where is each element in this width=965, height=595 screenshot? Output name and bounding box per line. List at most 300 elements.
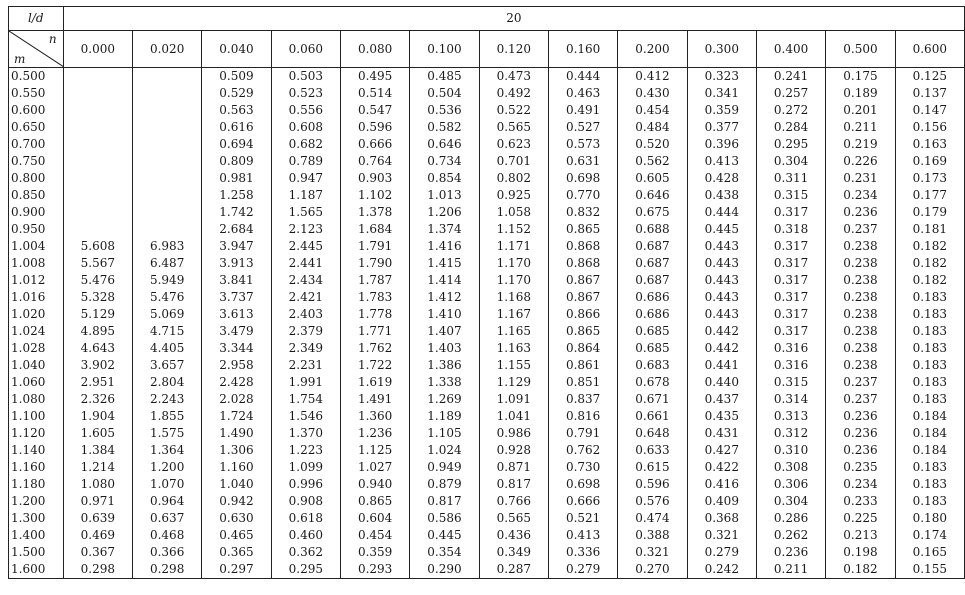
table-cell: 1.490 — [202, 425, 271, 442]
table-body — [9, 68, 965, 579]
table-cell: 0.175 — [826, 68, 895, 86]
table-cell: 1.152 — [479, 221, 548, 238]
table-cell: 0.444 — [687, 204, 756, 221]
m-value: 1.140 — [9, 442, 64, 459]
table-cell — [132, 221, 201, 238]
table-cell: 0.556 — [271, 102, 340, 119]
table-row — [9, 510, 965, 527]
table-cell: 1.378 — [340, 204, 409, 221]
table-cell: 3.479 — [202, 323, 271, 340]
m-value: 1.180 — [9, 476, 64, 493]
table-cell: 1.415 — [410, 255, 479, 272]
table-cell: 3.841 — [202, 272, 271, 289]
table-cell: 0.468 — [132, 527, 201, 544]
table-cell: 0.949 — [410, 459, 479, 476]
table-cell: 0.235 — [826, 459, 895, 476]
table-cell: 0.238 — [826, 272, 895, 289]
table-cell: 1.223 — [271, 442, 340, 459]
table-cell: 0.179 — [895, 204, 964, 221]
table-cell: 0.866 — [548, 306, 617, 323]
table-row — [9, 442, 965, 459]
table-cell: 0.460 — [271, 527, 340, 544]
table-cell: 0.298 — [63, 561, 132, 579]
table-cell: 0.156 — [895, 119, 964, 136]
table-cell: 2.445 — [271, 238, 340, 255]
table-cell: 0.573 — [548, 136, 617, 153]
table-cell: 0.316 — [756, 340, 825, 357]
m-value: 1.200 — [9, 493, 64, 510]
table-cell: 0.646 — [618, 187, 687, 204]
table-cell: 0.183 — [895, 323, 964, 340]
table-cell: 0.661 — [618, 408, 687, 425]
table-cell: 2.231 — [271, 357, 340, 374]
table-cell — [132, 153, 201, 170]
table-cell: 1.407 — [410, 323, 479, 340]
table-cell: 0.615 — [618, 459, 687, 476]
table-cell: 0.237 — [826, 221, 895, 238]
table-cell: 0.465 — [202, 527, 271, 544]
table-cell: 0.359 — [340, 544, 409, 561]
m-value: 1.040 — [9, 357, 64, 374]
n-header: 0.040 — [202, 31, 271, 68]
table-cell: 0.270 — [618, 561, 687, 579]
table-cell: 1.742 — [202, 204, 271, 221]
table-cell: 1.565 — [271, 204, 340, 221]
table-cell: 0.440 — [687, 374, 756, 391]
table-cell: 0.409 — [687, 493, 756, 510]
table-cell: 0.639 — [63, 510, 132, 527]
table-cell: 0.422 — [687, 459, 756, 476]
table-cell: 0.791 — [548, 425, 617, 442]
table-cell: 0.687 — [618, 255, 687, 272]
table-cell: 0.183 — [895, 459, 964, 476]
table-cell: 0.226 — [826, 153, 895, 170]
table-cell: 0.682 — [271, 136, 340, 153]
table-cell: 1.412 — [410, 289, 479, 306]
table-cell: 0.155 — [895, 561, 964, 579]
m-value: 0.600 — [9, 102, 64, 119]
table-cell: 0.646 — [410, 136, 479, 153]
table-cell: 0.694 — [202, 136, 271, 153]
table-cell: 5.328 — [63, 289, 132, 306]
table-cell — [132, 102, 201, 119]
coefficient-table — [8, 6, 965, 579]
n-header: 0.600 — [895, 31, 964, 68]
table-cell: 0.219 — [826, 136, 895, 153]
m-value: 0.900 — [9, 204, 64, 221]
table-cell: 1.102 — [340, 187, 409, 204]
table-cell: 0.514 — [340, 85, 409, 102]
table-cell: 0.908 — [271, 493, 340, 510]
table-cell: 0.286 — [756, 510, 825, 527]
table-cell: 5.608 — [63, 238, 132, 255]
table-cell: 0.928 — [479, 442, 548, 459]
table-cell: 0.137 — [895, 85, 964, 102]
table-cell: 0.596 — [340, 119, 409, 136]
table-cell: 0.686 — [618, 289, 687, 306]
n-header: 0.020 — [132, 31, 201, 68]
table-cell: 0.354 — [410, 544, 479, 561]
n-header: 0.080 — [340, 31, 409, 68]
corner-cell — [9, 31, 64, 68]
table-cell: 0.520 — [618, 136, 687, 153]
m-value: 1.160 — [9, 459, 64, 476]
table-cell: 0.316 — [756, 357, 825, 374]
table-cell: 0.317 — [756, 238, 825, 255]
table-cell: 1.403 — [410, 340, 479, 357]
table-cell: 0.183 — [895, 357, 964, 374]
table-cell: 0.236 — [826, 425, 895, 442]
table-cell: 0.182 — [895, 272, 964, 289]
table-row — [9, 459, 965, 476]
m-value: 1.008 — [9, 255, 64, 272]
table-cell: 0.734 — [410, 153, 479, 170]
table-row — [9, 323, 965, 340]
table-cell: 0.279 — [548, 561, 617, 579]
table-cell: 0.879 — [410, 476, 479, 493]
table-cell: 1.605 — [63, 425, 132, 442]
table-cell: 1.306 — [202, 442, 271, 459]
table-cell: 2.326 — [63, 391, 132, 408]
table-cell: 1.024 — [410, 442, 479, 459]
table-cell: 0.678 — [618, 374, 687, 391]
table-row — [9, 425, 965, 442]
table-cell: 0.293 — [340, 561, 409, 579]
table-cell: 0.964 — [132, 493, 201, 510]
table-cell: 1.160 — [202, 459, 271, 476]
table-cell: 0.318 — [756, 221, 825, 238]
table-cell: 0.685 — [618, 340, 687, 357]
table-row — [9, 391, 965, 408]
table-cell: 0.234 — [826, 476, 895, 493]
m-value: 1.016 — [9, 289, 64, 306]
table-cell: 2.349 — [271, 340, 340, 357]
table-cell: 0.576 — [618, 493, 687, 510]
table-cell: 0.238 — [826, 323, 895, 340]
table-cell: 1.364 — [132, 442, 201, 459]
header-row-n — [9, 31, 965, 68]
table-cell: 0.321 — [687, 527, 756, 544]
table-cell: 1.171 — [479, 238, 548, 255]
table-cell: 0.527 — [548, 119, 617, 136]
table-cell: 0.284 — [756, 119, 825, 136]
table-cell: 0.648 — [618, 425, 687, 442]
table-cell: 0.443 — [687, 255, 756, 272]
table-cell: 1.778 — [340, 306, 409, 323]
table-cell: 0.817 — [479, 476, 548, 493]
table-cell: 0.903 — [340, 170, 409, 187]
table-cell: 2.243 — [132, 391, 201, 408]
table-cell: 0.213 — [826, 527, 895, 544]
m-value: 0.700 — [9, 136, 64, 153]
table-cell: 0.443 — [687, 289, 756, 306]
m-value: 1.060 — [9, 374, 64, 391]
table-cell: 0.947 — [271, 170, 340, 187]
table-cell: 0.306 — [756, 476, 825, 493]
table-cell: 0.770 — [548, 187, 617, 204]
table-cell: 4.643 — [63, 340, 132, 357]
table-cell: 0.359 — [687, 102, 756, 119]
table-cell: 0.295 — [271, 561, 340, 579]
table-cell: 0.536 — [410, 102, 479, 119]
m-value: 1.080 — [9, 391, 64, 408]
table-cell: 0.981 — [202, 170, 271, 187]
table-cell: 2.028 — [202, 391, 271, 408]
table-cell: 1.189 — [410, 408, 479, 425]
table-cell: 0.491 — [548, 102, 617, 119]
table-cell: 0.523 — [271, 85, 340, 102]
table-container — [8, 6, 965, 579]
table-cell: 2.123 — [271, 221, 340, 238]
table-cell: 0.165 — [895, 544, 964, 561]
table-cell: 1.200 — [132, 459, 201, 476]
table-cell: 0.443 — [687, 238, 756, 255]
table-cell: 0.630 — [202, 510, 271, 527]
table-cell: 0.503 — [271, 68, 340, 86]
table-cell: 0.605 — [618, 170, 687, 187]
table-cell: 0.367 — [63, 544, 132, 561]
table-cell — [132, 119, 201, 136]
table-cell — [132, 136, 201, 153]
table-cell: 1.855 — [132, 408, 201, 425]
table-row — [9, 544, 965, 561]
table-cell: 1.787 — [340, 272, 409, 289]
table-row — [9, 493, 965, 510]
table-row — [9, 289, 965, 306]
table-cell: 0.865 — [548, 323, 617, 340]
table-cell: 0.125 — [895, 68, 964, 86]
table-cell: 1.414 — [410, 272, 479, 289]
m-value: 1.400 — [9, 527, 64, 544]
table-cell: 0.238 — [826, 357, 895, 374]
table-cell: 0.182 — [826, 561, 895, 579]
table-cell: 3.913 — [202, 255, 271, 272]
m-value: 1.012 — [9, 272, 64, 289]
table-cell: 0.365 — [202, 544, 271, 561]
table-cell: 0.183 — [895, 391, 964, 408]
table-cell: 1.546 — [271, 408, 340, 425]
table-cell: 0.236 — [826, 408, 895, 425]
table-cell: 0.236 — [756, 544, 825, 561]
table-row — [9, 85, 965, 102]
table-cell: 4.715 — [132, 323, 201, 340]
table-cell: 0.687 — [618, 272, 687, 289]
table-cell: 0.366 — [132, 544, 201, 561]
table-cell: 0.608 — [271, 119, 340, 136]
table-cell: 0.441 — [687, 357, 756, 374]
table-cell: 3.947 — [202, 238, 271, 255]
table-cell: 1.040 — [202, 476, 271, 493]
table-cell: 0.809 — [202, 153, 271, 170]
m-value: 1.020 — [9, 306, 64, 323]
table-cell — [132, 170, 201, 187]
table-cell: 0.315 — [756, 187, 825, 204]
table-cell: 0.442 — [687, 340, 756, 357]
table-cell: 0.701 — [479, 153, 548, 170]
table-cell: 0.431 — [687, 425, 756, 442]
header-row-ld — [9, 7, 965, 31]
table-cell: 0.685 — [618, 323, 687, 340]
table-cell: 1.269 — [410, 391, 479, 408]
table-cell: 0.485 — [410, 68, 479, 86]
table-cell: 0.317 — [756, 204, 825, 221]
table-cell: 1.790 — [340, 255, 409, 272]
table-cell: 0.234 — [826, 187, 895, 204]
table-cell: 0.189 — [826, 85, 895, 102]
n-header: 0.060 — [271, 31, 340, 68]
n-header: 0.200 — [618, 31, 687, 68]
table-cell: 0.413 — [687, 153, 756, 170]
table-cell: 0.596 — [618, 476, 687, 493]
table-cell: 0.683 — [618, 357, 687, 374]
table-cell: 0.183 — [895, 493, 964, 510]
table-cell: 0.201 — [826, 102, 895, 119]
table-cell: 0.666 — [340, 136, 409, 153]
table-cell: 0.618 — [271, 510, 340, 527]
table-cell — [63, 204, 132, 221]
table-cell: 0.180 — [895, 510, 964, 527]
table-cell: 4.895 — [63, 323, 132, 340]
n-header: 0.000 — [63, 31, 132, 68]
table-cell — [63, 102, 132, 119]
table-cell: 0.837 — [548, 391, 617, 408]
m-value: 0.500 — [9, 68, 64, 86]
table-cell: 0.317 — [756, 323, 825, 340]
table-cell: 1.370 — [271, 425, 340, 442]
table-cell: 1.722 — [340, 357, 409, 374]
table-cell: 0.182 — [895, 238, 964, 255]
table-cell: 0.198 — [826, 544, 895, 561]
table-cell: 0.623 — [479, 136, 548, 153]
m-value: 1.024 — [9, 323, 64, 340]
table-cell: 0.547 — [340, 102, 409, 119]
table-cell: 0.867 — [548, 272, 617, 289]
table-cell: 0.313 — [756, 408, 825, 425]
table-cell: 0.473 — [479, 68, 548, 86]
table-cell: 0.349 — [479, 544, 548, 561]
table-cell: 0.163 — [895, 136, 964, 153]
table-cell: 0.666 — [548, 493, 617, 510]
n-label: n — [48, 32, 57, 46]
table-cell — [63, 136, 132, 153]
table-cell: 0.865 — [340, 493, 409, 510]
table-cell: 0.986 — [479, 425, 548, 442]
table-cell: 0.484 — [618, 119, 687, 136]
table-cell: 5.129 — [63, 306, 132, 323]
table-cell — [63, 170, 132, 187]
table-cell: 0.854 — [410, 170, 479, 187]
table-cell: 0.686 — [618, 306, 687, 323]
table-cell: 0.868 — [548, 255, 617, 272]
table-cell — [63, 68, 132, 86]
table-cell: 0.688 — [618, 221, 687, 238]
table-cell: 1.099 — [271, 459, 340, 476]
table-cell: 0.173 — [895, 170, 964, 187]
table-cell: 0.304 — [756, 493, 825, 510]
table-cell: 0.238 — [826, 255, 895, 272]
table-cell: 0.454 — [340, 527, 409, 544]
table-cell: 0.586 — [410, 510, 479, 527]
table-cell: 0.183 — [895, 374, 964, 391]
m-value: 0.800 — [9, 170, 64, 187]
table-row — [9, 272, 965, 289]
table-cell: 0.445 — [410, 527, 479, 544]
table-cell: 0.789 — [271, 153, 340, 170]
table-cell: 1.129 — [479, 374, 548, 391]
m-value: 1.028 — [9, 340, 64, 357]
table-cell: 2.434 — [271, 272, 340, 289]
table-cell: 0.242 — [687, 561, 756, 579]
table-cell: 0.435 — [687, 408, 756, 425]
table-cell: 0.413 — [548, 527, 617, 544]
m-value: 1.600 — [9, 561, 64, 579]
table-cell: 0.262 — [756, 527, 825, 544]
table-cell: 0.312 — [756, 425, 825, 442]
table-cell: 1.170 — [479, 272, 548, 289]
table-cell: 0.233 — [826, 493, 895, 510]
table-cell: 0.474 — [618, 510, 687, 527]
n-header: 0.500 — [826, 31, 895, 68]
n-header: 0.400 — [756, 31, 825, 68]
table-cell: 0.868 — [548, 238, 617, 255]
table-cell: 0.310 — [756, 442, 825, 459]
m-value: 0.950 — [9, 221, 64, 238]
table-cell: 1.027 — [340, 459, 409, 476]
table-cell: 1.783 — [340, 289, 409, 306]
table-cell: 0.565 — [479, 510, 548, 527]
table-cell: 0.427 — [687, 442, 756, 459]
table-cell: 0.867 — [548, 289, 617, 306]
m-value: 1.004 — [9, 238, 64, 255]
table-cell: 0.238 — [826, 306, 895, 323]
table-cell: 0.996 — [271, 476, 340, 493]
table-cell: 0.287 — [479, 561, 548, 579]
table-cell: 0.396 — [687, 136, 756, 153]
table-cell: 0.565 — [479, 119, 548, 136]
table-cell: 0.504 — [410, 85, 479, 102]
table-cell: 0.925 — [479, 187, 548, 204]
ld-label: l/d — [9, 7, 64, 31]
table-cell: 0.183 — [895, 476, 964, 493]
table-cell: 0.238 — [826, 289, 895, 306]
table-cell: 6.983 — [132, 238, 201, 255]
table-cell: 1.416 — [410, 238, 479, 255]
table-cell — [132, 85, 201, 102]
table-cell: 0.308 — [756, 459, 825, 476]
table-cell: 0.616 — [202, 119, 271, 136]
table-cell: 1.165 — [479, 323, 548, 340]
table-cell: 0.362 — [271, 544, 340, 561]
table-cell: 2.684 — [202, 221, 271, 238]
table-cell: 5.476 — [132, 289, 201, 306]
table-row — [9, 476, 965, 493]
table-cell: 2.804 — [132, 374, 201, 391]
table-cell: 0.257 — [756, 85, 825, 102]
table-cell — [132, 204, 201, 221]
table-cell: 0.698 — [548, 476, 617, 493]
table-cell: 1.170 — [479, 255, 548, 272]
table-cell: 1.105 — [410, 425, 479, 442]
table-cell: 0.377 — [687, 119, 756, 136]
table-cell: 0.169 — [895, 153, 964, 170]
table-cell: 5.567 — [63, 255, 132, 272]
table-cell: 0.174 — [895, 527, 964, 544]
table-cell — [63, 119, 132, 136]
table-cell: 0.241 — [756, 68, 825, 86]
m-value: 1.300 — [9, 510, 64, 527]
table-row — [9, 340, 965, 357]
table-cell: 0.454 — [618, 102, 687, 119]
